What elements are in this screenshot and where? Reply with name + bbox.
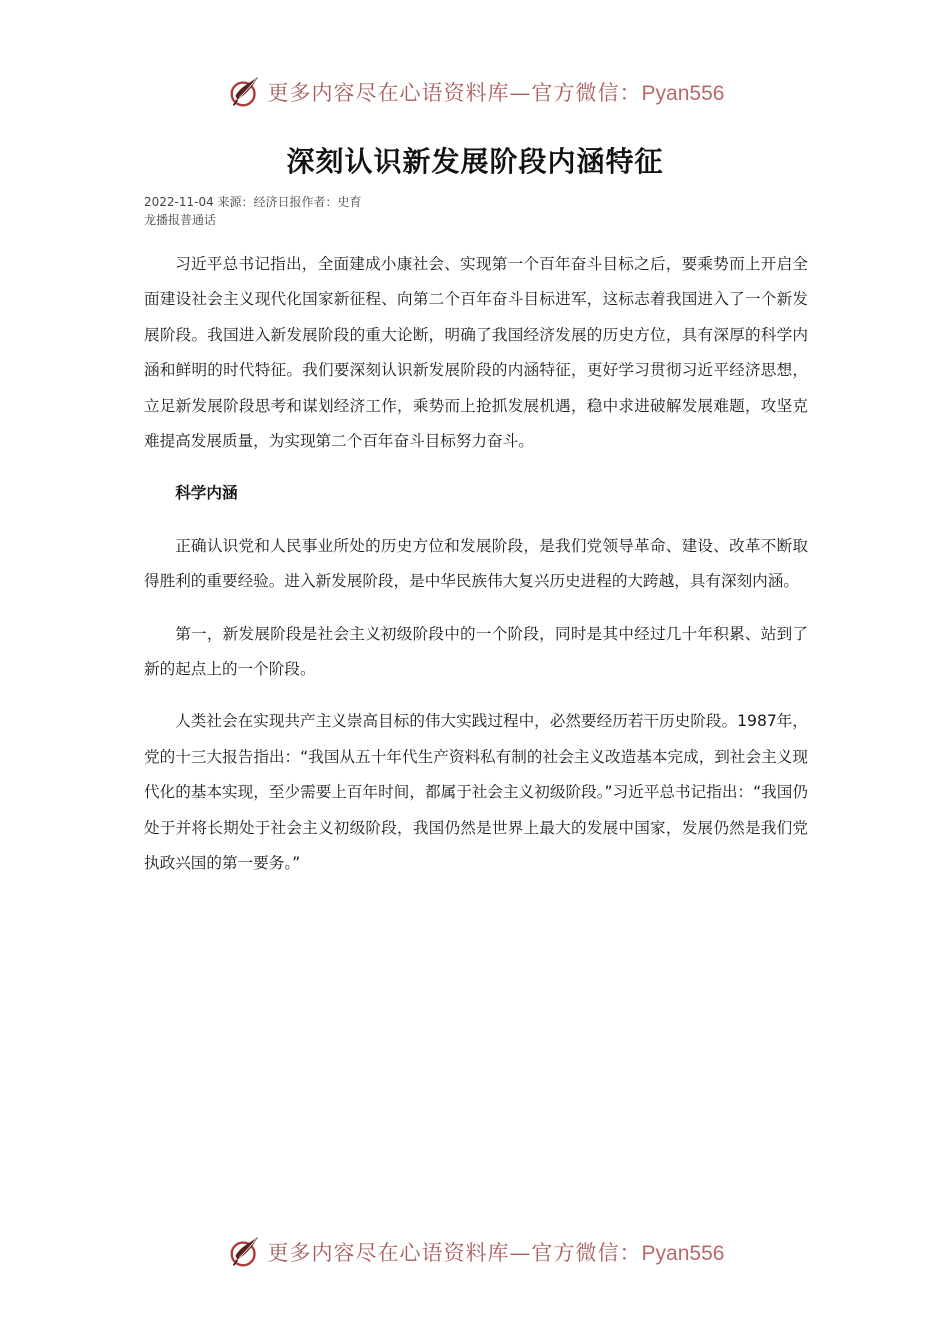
watermark-text: 更多内容尽在心语资料库—官方微信：Pyan556 (267, 81, 725, 105)
footer-watermark (0, 1230, 950, 1274)
paragraph-4: 人类社会在实现共产主义崇高目标的伟大实践过程中，必然要经历若干历史阶段。1987年，党的十三大报告指出：“我国从五十年代生产资料私有制的社会主义改造基本完成，到社会主义现代化的基本实现，至少需要上百年时间，都属于社会主义初级阶段。”习近平总书记指出：“我国仍处于并将长期处于社会主义初级阶段，我国仍然是世界上最大的发展中国家，发展仍然是我们党执政兴国的第一要务。” (144, 712, 808, 873)
header-watermark (0, 70, 950, 114)
article-meta (144, 193, 362, 229)
article-title: 深刻认识新发展阶段内涵特征 (286, 145, 664, 178)
article-body (144, 247, 808, 899)
paragraph-intro: 习近平总书记指出，全面建成小康社会、实现第一个百年奋斗目标之后，要乘势而上开启全面建设社会主义现代化国家新征程、向第二个百年奋斗目标进军，这标志着我国进入了一个新发展阶段。我国进入新发展阶段的重大论断，明确了我国经济发展的历史方位，具有深厚的科学内涵和鲜明的时代特征。我们要深刻认识新发展阶段的内涵特征，更好学习贯彻习近平经济思想，立足新发展阶段思考和谋划经济工作，乘势而上抢抓发展机遇，稳中求进破解发展难题，攻坚克难提高发展质量，为实现第二个百年奋斗目标努力奋斗。 (144, 255, 808, 451)
meta-audio-label: 龙播报普通话 (144, 213, 217, 227)
paragraph-3: 第一，新发展阶段是社会主义初级阶段中的一个阶段，同时是其中经过几十年积累、站到了新的起点上的一个阶段。 (144, 624, 808, 679)
paragraph-2: 正确认识党和人民事业所处的历史方位和发展阶段，是我们党领导革命、建设、改革不断取得胜利的重要经验。进入新发展阶段，是中华民族伟大复兴历史进程的大跨越，具有深刻内涵。 (144, 536, 808, 591)
wechat-id: Pyan556 (641, 82, 725, 105)
watermark-text: 更多内容尽在心语资料库—官方微信：Pyan556 (267, 1241, 725, 1265)
quill-pen-logo-icon (226, 73, 264, 111)
section-heading: 科学内涵 (175, 484, 238, 503)
quill-pen-logo-icon (226, 1233, 264, 1271)
wechat-id: Pyan556 (641, 1242, 725, 1265)
meta-date-source-author: 2022-11-04 来源：经济日报作者：史育 (144, 195, 362, 209)
